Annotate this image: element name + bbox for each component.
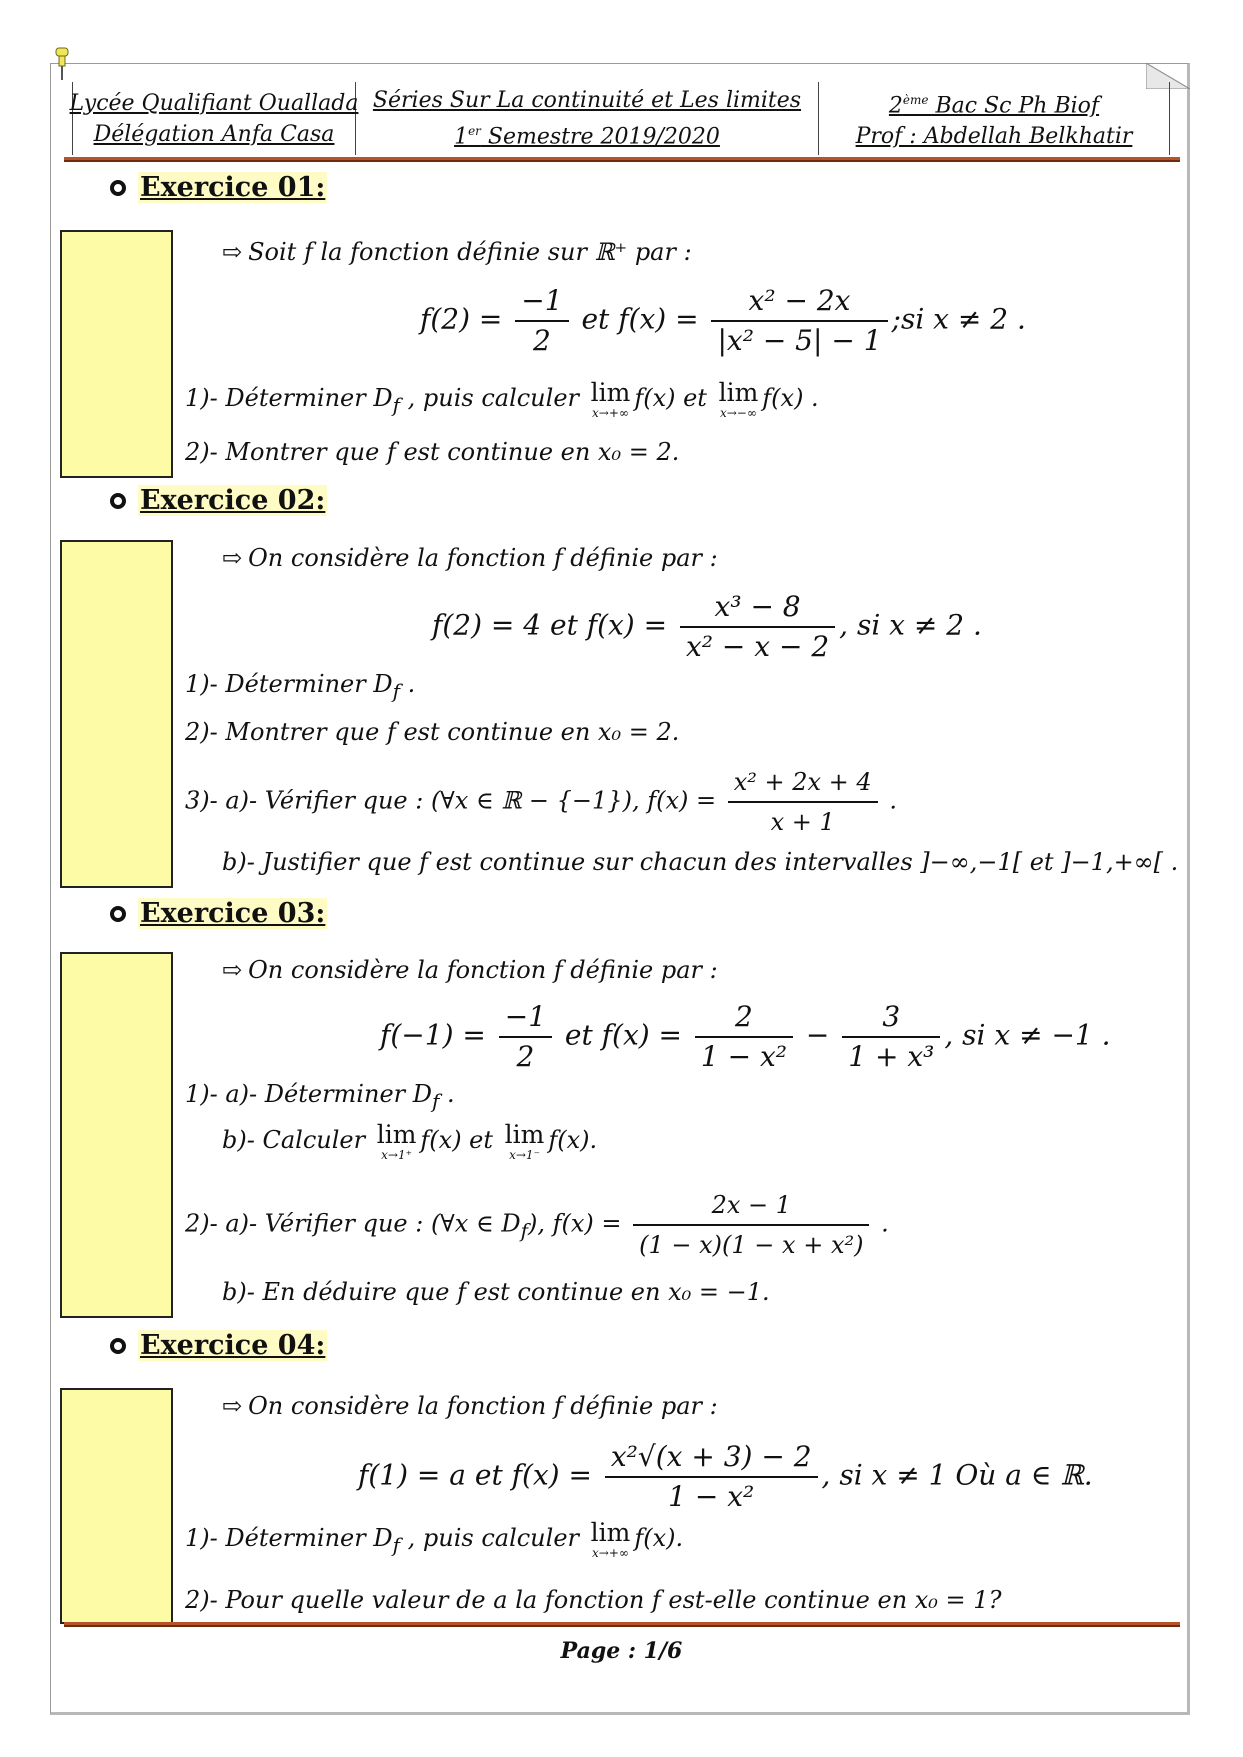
footer-rule [64, 1622, 1180, 1627]
bullet-circle-icon [110, 180, 126, 196]
exercise-2-formula: f(2) = 4 et f(x) = $\frac{\text{x³ − 8}}{\text{x² − x − 2}}$ , si x ≠ 2 . [432, 590, 982, 663]
bullet-circle-icon [110, 493, 126, 509]
arrow-right-icon: ⇨ [222, 238, 243, 266]
pin-icon [52, 46, 72, 82]
exercise-3-formula: f(−1) = $\frac{-1}{2}$ et f(x) = $\frac{2}{\text{1 − x²}}$ − $\frac{3}{\text{1 + x³}}$ , si x ≠ −1 . [380, 1000, 1111, 1073]
exercise-4-question-1: 1)- Déterminer $D_f$ , puis calculer lim x→+∞ f(x). [185, 1518, 684, 1560]
arrow-right-icon: ⇨ [222, 544, 243, 572]
exercise-3-question-2b: b)- En déduire que f est continue en x₀ = −1. [222, 1278, 770, 1306]
exercise-3-question-1b: b)- Calculer lim x→1⁺ f(x) et lim x→1⁻ f(x). [222, 1120, 598, 1162]
exercise-4-intro: ⇨ On considère la fonction f définie par : [222, 1392, 718, 1420]
exercise-3-title: Exercice 03: [110, 898, 327, 929]
arrow-right-icon: ⇨ [222, 956, 243, 984]
exercise-1-margin-box [60, 230, 173, 478]
semester: 1er Semestre 2019/2020 [454, 123, 720, 150]
exercise-2-intro: ⇨ On considère la fonction f définie par : [222, 544, 718, 572]
arrow-right-icon: ⇨ [222, 1392, 243, 1420]
exercise-2-question-1: 1)- Déterminer $D_f$ . [185, 670, 416, 703]
class-level: 2ème Bac Sc Ph Biof [888, 92, 1100, 119]
exercise-1-question-2: 2)- Montrer que f est continue en x₀ = 2. [185, 438, 680, 466]
exercise-2-question-3a: 3)- a)- Vérifier que : (∀x ∈ ℝ − {−1}), f(x) = $\frac{\text{x² + 2x + 4}}{x + 1}$ . [185, 763, 897, 841]
exercise-4-question-2: 2)- Pour quelle valeur de a la fonction f est-elle continue en x₀ = 1? [185, 1586, 1002, 1614]
school-delegation: Délégation Anfa Casa [93, 121, 335, 147]
exercise-1-formula: f(2) = $\frac{-1}{2}$ et f(x) = $\frac{\text{x² − 2x}}{\text{|x² − 5| − 1}}$ ;si x ≠ 2 . [420, 284, 1026, 357]
exercise-3-question-2a: 2)- a)- Vérifier que : (∀x ∈ $D_f$), f(x) = $\frac{2x - 1}{\text{(1 − x)(1 − x + x²)}}$ . [185, 1186, 889, 1264]
header-school [69, 82, 359, 155]
exercise-1-intro: ⇨ Soit f la fonction définie sur ℝ⁺ par : [222, 238, 692, 266]
exercise-4-margin-box [60, 1388, 173, 1624]
header-class [819, 82, 1170, 155]
exercise-3-intro: ⇨ On considère la fonction f définie par : [222, 956, 718, 984]
exercise-4-title: Exercice 04: [110, 1330, 327, 1361]
header-title [356, 82, 819, 155]
exercise-1-question-1: 1)- Déterminer $D_f$ , puis calculer lim x→+∞ f(x) et lim x→−∞ f(x) . [185, 378, 819, 420]
exercise-2-title: Exercice 02: [110, 485, 327, 516]
exercise-2-margin-box [60, 540, 173, 888]
exercise-2-question-2: 2)- Montrer que f est continue en x₀ = 2. [185, 718, 680, 746]
header-table [69, 82, 1170, 155]
exercise-3-question-1a: 1)- a)- Déterminer $D_f$ . [185, 1080, 455, 1113]
bullet-circle-icon [110, 906, 126, 922]
exercise-1-title: Exercice 01: [110, 172, 327, 203]
series-title: Séries Sur La continuité et Les limites [372, 87, 802, 113]
bullet-circle-icon [110, 1338, 126, 1354]
page-number: Page : 1/6 [560, 1638, 683, 1664]
exercise-4-formula: f(1) = a et f(x) = $\frac{\text{x²√(x + 3) − 2}}{\text{1 − x²}}$ , si x ≠ 1 Où a ∈ ℝ. [358, 1440, 1093, 1513]
exercise-2-question-3b: b)- Justifier que f est continue sur chacun des intervalles ]−∞,−1[ et ]−1,+∞[ . [222, 848, 1179, 876]
header-rule [64, 157, 1180, 162]
school-name: Lycée Qualifiant Ouallada [69, 90, 359, 116]
teacher-name: Prof : Abdellah Belkhatir [855, 124, 1133, 150]
exercise-3-margin-box [60, 952, 173, 1318]
